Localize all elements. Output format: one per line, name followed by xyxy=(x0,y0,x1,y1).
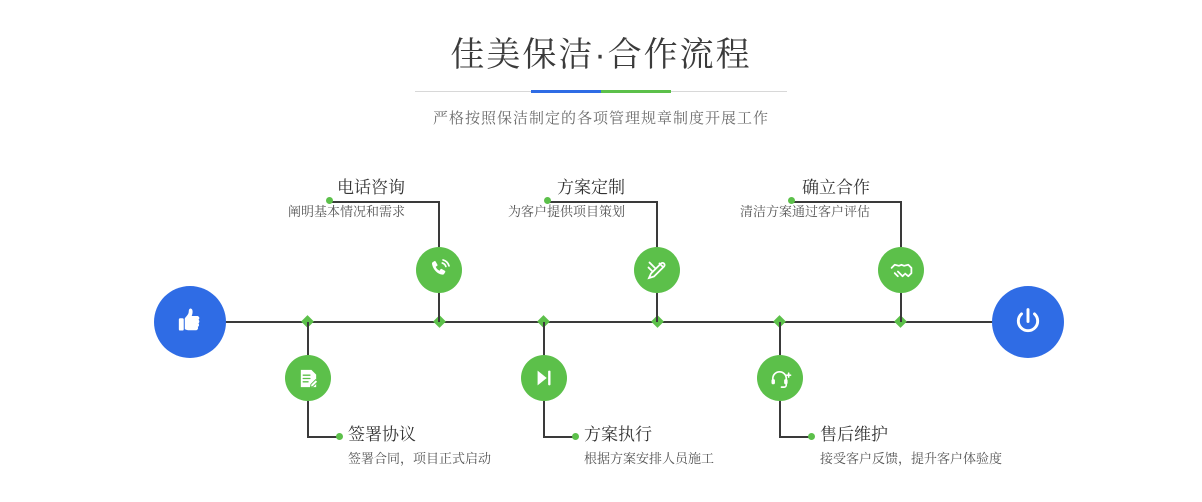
phone-call-icon xyxy=(427,258,451,282)
divider-accent-green xyxy=(601,90,671,93)
step-connector-stem xyxy=(779,401,781,436)
step-connector-stem xyxy=(900,293,902,322)
step-label xyxy=(348,424,491,469)
document-edit-icon xyxy=(297,367,320,390)
step-connector-stem xyxy=(900,201,902,247)
step-connector-stem xyxy=(656,293,658,322)
step-connector-dot xyxy=(336,433,343,440)
step-label xyxy=(255,177,405,222)
play-forward-icon xyxy=(533,367,555,389)
thumbs-up-icon xyxy=(173,305,207,339)
step-icon-bubble xyxy=(521,355,567,401)
step-connector-stem xyxy=(438,293,440,322)
page-subtitle: 严格按照保洁制定的各项管理规章制度开展工作 xyxy=(432,110,769,127)
step-connector-stem xyxy=(779,322,781,355)
step-connector-dot xyxy=(808,433,815,440)
handshake-icon xyxy=(889,258,914,283)
step-title: 方案执行 xyxy=(584,425,652,444)
step-description: 清洁方案通过客户评估 xyxy=(739,204,870,219)
step-icon-bubble xyxy=(634,247,680,293)
start-node xyxy=(154,286,226,358)
step-icon-bubble xyxy=(416,247,462,293)
step-icon-bubble xyxy=(757,355,803,401)
step-label xyxy=(820,424,1002,469)
step-description: 签署合同，项目正式启动 xyxy=(348,451,492,466)
step-description: 接受客户反馈，提升客户体验度 xyxy=(820,451,1003,466)
divider-accent-blue xyxy=(531,90,601,93)
step-connector-stem xyxy=(543,401,545,436)
step-label xyxy=(460,177,625,222)
headset-support-icon xyxy=(769,367,792,390)
step-description: 阐明基本情况和需求 xyxy=(287,204,405,219)
step-connector-stem xyxy=(543,322,545,355)
step-title: 确立合作 xyxy=(802,178,870,197)
step-description: 为客户提供项目策划 xyxy=(507,204,625,219)
step-title: 签署协议 xyxy=(348,425,416,444)
step-connector-dot xyxy=(572,433,579,440)
end-node xyxy=(992,286,1064,358)
step-title: 方案定制 xyxy=(557,178,625,197)
step-label xyxy=(584,424,714,469)
step-connector-stem xyxy=(656,201,658,247)
step-connector-stem xyxy=(307,322,309,355)
power-icon xyxy=(1010,304,1046,340)
step-label xyxy=(700,177,870,222)
step-description: 根据方案安排人员施工 xyxy=(584,451,715,466)
title-divider xyxy=(415,90,787,93)
pen-ruler-icon xyxy=(645,258,669,282)
step-title: 售后维护 xyxy=(820,425,888,444)
step-connector-stem xyxy=(438,201,440,247)
step-icon-bubble xyxy=(878,247,924,293)
step-connector-stem xyxy=(307,401,309,436)
step-title: 电话咨询 xyxy=(337,178,405,197)
flow-diagram xyxy=(0,150,1202,502)
step-icon-bubble xyxy=(285,355,331,401)
page-title: 佳美保洁·合作流程 xyxy=(450,36,752,74)
header xyxy=(0,32,1202,128)
timeline-axis xyxy=(160,321,1042,323)
